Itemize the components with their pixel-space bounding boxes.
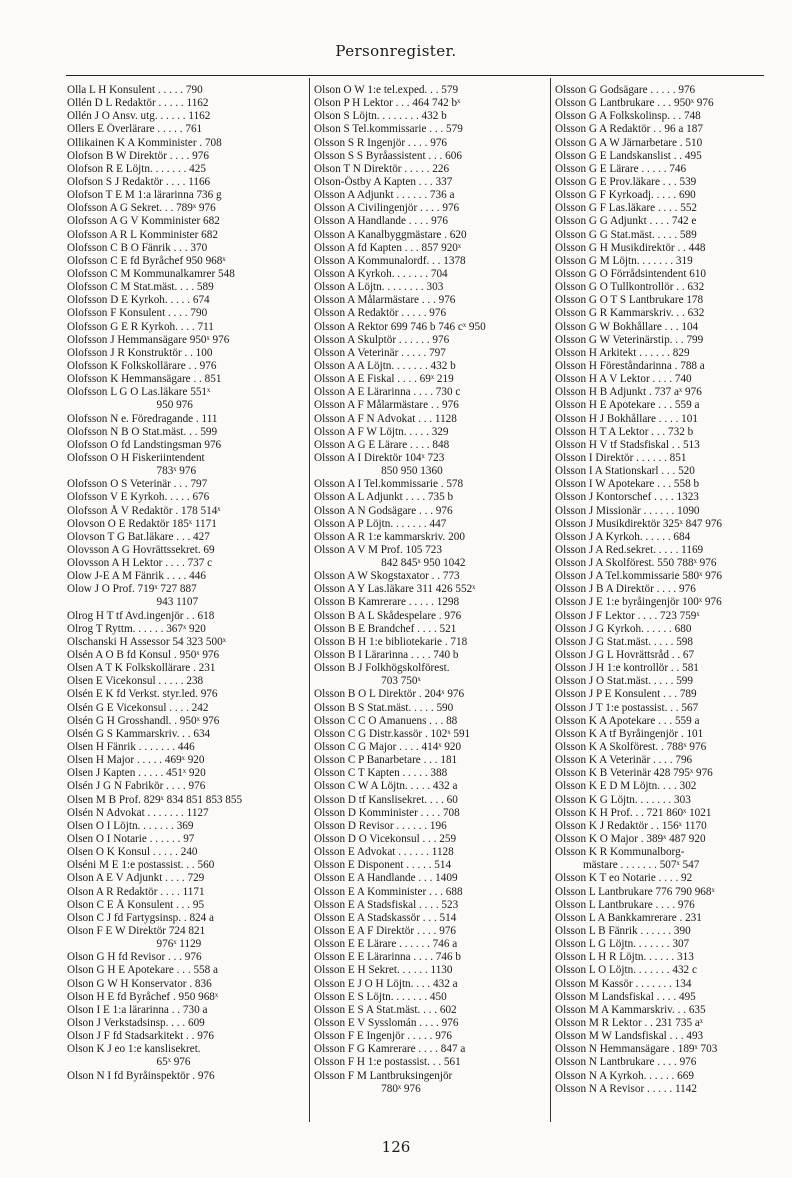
register-entry: Olsson J Kontorschef . . . . 1323: [555, 491, 699, 504]
register-entry: Olsson A R 1:e kammarskriv. 200: [314, 530, 465, 543]
register-entry: Olsson J Musikdirektör 325ˣ 847 976: [555, 517, 723, 530]
register-entry: 842 845ˣ 950 1042: [314, 557, 466, 570]
register-entry: Olsson J Missionär . . . . . . 1090: [555, 504, 700, 517]
register-entry: Olsson C T Kapten . . . . . 388: [314, 767, 448, 780]
register-entry: Olsson D tf Kanslisekret. . . . 60: [314, 793, 458, 806]
register-entry: Olsson K E D M Löjtn. . . . 302: [555, 780, 697, 793]
register-entry: Olsson B O L Direktör . 204ˣ 976: [314, 688, 465, 701]
register-entry: Olofsson A G Sekret. . . 789ˣ 976: [67, 202, 216, 215]
register-entry: Olsson E S A Stat.mäst. . . . 602: [314, 1003, 457, 1016]
register-entry: Olow J O Prof. 719ˣ 727 887: [67, 583, 197, 596]
register-entry: Olsen H Fänrik . . . . . . . 446: [67, 741, 195, 754]
register-entry: Olsson J B A Direktör . . . . 976: [555, 583, 696, 596]
register-entry: Olson J F fd Stadsarkitekt . . 976: [67, 1030, 214, 1043]
register-entry: Olsson J A Tel.kommissarie 580ˣ 976: [555, 570, 722, 583]
register-entry: Olsson G O Förrådsintendent 610: [555, 267, 707, 280]
register-entry: Olsson C G Major . . . . 414ˣ 920: [314, 741, 462, 754]
register-entry: Olsson A Kyrkoh. . . . . . . 704: [314, 267, 448, 280]
register-column-1: [67, 84, 307, 1083]
register-entry: Olsson A W Skogstaxator . . 773: [314, 570, 460, 583]
register-entry: Olsson E S Löjtn. . . . . . . 450: [314, 990, 447, 1003]
register-entry: Olsson F G Kamrerare . . . . 847 a: [314, 1043, 466, 1056]
register-entry: Olsén A O B fd Konsul . 950ˣ 976: [67, 649, 220, 662]
register-entry: Olsson C C O Amanuens . . . 88: [314, 714, 458, 727]
register-entry: Olsson K A Veterinär . . . . 796: [555, 754, 693, 767]
register-entry: Olsson A V M Prof. 105 723: [314, 543, 442, 556]
register-entry: Olofson T E M 1:a lärarinna 736 g: [67, 189, 222, 202]
register-entry: Olsson K R Kommunalborg-: [555, 846, 685, 859]
register-entry: Olsson E Advokat . . . . . . 1128: [314, 846, 454, 859]
register-entry: Olsson K B Veterinär 428 795ˣ 976: [555, 767, 713, 780]
register-entry: Olson G H E Apotekare . . . 558 a: [67, 964, 219, 977]
register-entry: Olofsson N e. Föredragande . 111: [67, 412, 218, 425]
register-entry: Olofsson C M Kommunalkamrer 548: [67, 267, 235, 280]
register-entry: Olsson E A F Direktör . . . . 976: [314, 925, 457, 937]
register-entry: Olsson B S Stat.mäst. . . . . 590: [314, 701, 454, 714]
register-entry: Olla L H Konsulent . . . . . 790: [67, 84, 203, 96]
register-entry: Olsson A fd Kapten . . . 857 920ˣ: [314, 241, 462, 254]
register-entry: Olsson D Revisor . . . . . . 196: [314, 819, 447, 832]
register-entry: Olsson G E Prov.läkare . . . 539: [555, 175, 697, 188]
register-entry: Olsson B I Lärarinna . . . . 740 b: [314, 649, 459, 662]
register-entry: Olsson N A Kyrkoh. . . . . . 669: [555, 1069, 694, 1082]
register-entry: Olson P H Lektor . . . 464 742 bˣ: [314, 97, 461, 110]
register-entry: Olsson E J O H Löjtn. . . . 432 a: [314, 977, 458, 990]
register-entry: Olofsson G E R Kyrkoh. . . . 711: [67, 320, 214, 333]
register-entry: Olsson A G E Lärare . . . . 848: [314, 438, 450, 451]
register-entry: Olovsson A H Lektor . . . . 737 c: [67, 557, 213, 570]
register-entry: Olrog H T tf Avd.ingenjör . . 618: [67, 609, 215, 622]
register-entry: Olsson L O Löjtn. . . . . . . 432 c: [555, 964, 697, 977]
register-entry: Olsson G A W Järnarbetare . 510: [555, 136, 703, 149]
register-entry: Olson G H fd Revisor . . . 976: [67, 951, 202, 964]
register-entry: Olsson G W Bokhållare . . . 104: [555, 320, 699, 333]
register-entry: Olovsson A G Hovrättssekret. 69: [67, 543, 215, 556]
register-entry: Olsson G G Stat.mäst. . . . . 589: [555, 228, 697, 241]
register-entry: Olsson G O T S Lantbrukare 178: [555, 294, 704, 307]
register-entry: Olsson A Adjunkt . . . . . . 736 a: [314, 189, 455, 202]
register-entry: Olson I E 1:a lärarinna . . 730 a: [67, 1003, 208, 1016]
register-entry: Olsson J O Stat.mäst. . . . . 599: [555, 675, 693, 688]
register-entry: Olofsson C M Stat.mäst. . . . 589: [67, 281, 214, 294]
register-entry: Ollén J O Ansv. utg. . . . . . 1162: [67, 110, 211, 123]
register-entry: Olsson E A Komminister . . . 688: [314, 885, 463, 898]
register-entry: Olsson L A Bankkamrerare . 231: [555, 911, 702, 924]
register-entry: Olofsson A G V Komminister 682: [67, 215, 220, 228]
register-entry: Olsson D O Vicekonsul . . . 259: [314, 833, 457, 846]
register-entry: Olsson G Godsägare . . . . . 976: [555, 84, 696, 96]
register-entry: Olsson C W A Löjtn. . . . . 432 a: [314, 780, 458, 793]
register-entry: Olsson C G Distr.kassör . 102ˣ 591: [314, 727, 471, 740]
register-entry: Olson F E W Direktör 724 821: [67, 925, 206, 937]
register-entry: Olsson G E Lärare . . . . . 746: [555, 162, 687, 175]
register-entry: Olsson E V Sysslomán . . . . 976: [314, 1016, 459, 1029]
register-entry: 780ˣ 976: [314, 1082, 421, 1095]
register-entry: Olsson G H Musikdirektör . . 448: [555, 241, 706, 254]
register-entry: Olofson B W Direktör . . . . 976: [67, 149, 209, 162]
register-entry: Olson A R Redaktör . . . . 1171: [67, 885, 205, 898]
register-entry: Olovson T G Bat.läkare . . . 427: [67, 530, 210, 543]
register-entry: Olsson K T eo Notarie . . . . 92: [555, 872, 693, 885]
register-entry: Olsén G S Kammarskriv. . . 634: [67, 727, 211, 740]
register-entry: Olsson L B Fänrik . . . . . . 390: [555, 925, 691, 937]
register-entry: Olsson S R Ingenjör . . . . 976: [314, 136, 448, 149]
register-entry: Olsson A N Godsägare . . . 976: [314, 504, 453, 517]
register-entry: Olsén G E Vicekonsul . . . . 242: [67, 701, 209, 714]
register-entry: Ollikainen K A Komminister . 708: [67, 136, 222, 149]
column-divider: [309, 78, 310, 1122]
register-entry: Olsson J E 1:e byråingenjör 100ˣ 976: [555, 596, 722, 609]
register-entry: Olofsson F Konsulent . . . . 790: [67, 307, 208, 320]
register-entry: Olsson S S Byråassistent . . . 606: [314, 149, 462, 162]
register-entry: Olson K J eo 1:e kanslisekret.: [67, 1043, 201, 1056]
register-entry: 950 976: [67, 399, 193, 412]
register-entry: Olsson L Lantbrukare 776 790 968ˣ: [555, 885, 715, 898]
register-entry: Olow J-E A M Fänrik . . . . 446: [67, 570, 206, 583]
register-entry: Olsson J F Lektor . . . . 723 759ˣ: [555, 609, 700, 622]
register-entry: Olofsson C B O Fänrik . . . 370: [67, 241, 208, 254]
register-entry: Olsén G H Grosshandl. . 950ˣ 976: [67, 714, 220, 727]
register-entry: Olsson E A Stadskassör . . . 514: [314, 911, 457, 924]
register-entry: Olovson O E Redaktör 185ˣ 1171: [67, 517, 217, 530]
register-entry: Olofsson A R L Komminister 682: [67, 228, 218, 241]
header-rule: [66, 75, 764, 76]
register-entry: 976ˣ 1129: [67, 938, 202, 951]
register-entry: Olsson E Disponent . . . . . 514: [314, 859, 452, 872]
register-entry: Olsson M W Landsfiskal . . . 493: [555, 1030, 704, 1043]
register-entry: Olson S Löjtn. . . . . . . . 432 b: [314, 110, 447, 123]
register-entry: Olsson E E Lärarinna . . . . 746 b: [314, 951, 461, 964]
register-entry: Olson C E Å Konsulent . . . 95: [67, 898, 205, 911]
register-entry: Olsson N Lantbrukare . . . . 976: [555, 1056, 697, 1069]
register-entry: Olsson A Redaktör . . . . . 976: [314, 307, 447, 320]
register-entry: Olsson H Arkitekt . . . . . . 829: [555, 346, 690, 359]
register-entry: Olsson D Komminister . . . . 708: [314, 806, 460, 819]
register-entry: Olsson J G Kyrkoh. . . . . . 680: [555, 622, 692, 635]
register-entry: Olsson C P Banarbetare . . . 181: [314, 754, 458, 767]
register-entry: Olsson J A Red.sekret. . . . . 1169: [555, 543, 704, 556]
register-entry: Olsson G G Adjunkt . . . . 742 e: [555, 215, 697, 228]
register-entry: Olsson A Kanalbyggmästare . 620: [314, 228, 467, 241]
register-entry: Olsson A E Fiskal . . . . 69ˣ 219: [314, 373, 454, 386]
register-entry: Olsson G F Las.läkare . . . . 552: [555, 202, 698, 215]
register-entry: Olsson B H 1:e bibliotekarie . 718: [314, 635, 468, 648]
register-entry: Olsson A F Målarmästare . . 976: [314, 399, 459, 412]
register-entry: Olofson S J Redaktör . . . . 1166: [67, 175, 211, 188]
register-entry: Olsson K A Apotekare . . . 559 a: [555, 714, 700, 727]
register-entry: 65ˣ 976: [67, 1056, 191, 1069]
register-entry: Olsen O I Löjtn. . . . . . . 369: [67, 819, 194, 832]
page-number: 126: [381, 1138, 411, 1156]
register-entry: Olsson F E Ingenjör . . . . . 976: [314, 1030, 452, 1043]
register-entry: Olsson A Löjtn. . . . . . . . 303: [314, 281, 444, 294]
register-entry: Olsson F H 1:e postassist. . . 561: [314, 1056, 461, 1069]
register-entry: Olsson M R Lektor . . 231 735 aˣ: [555, 1016, 704, 1029]
register-entry: Olsson J G Stat.mäst. . . . . 598: [555, 635, 693, 648]
register-entry: Olofsson O S Veterinär . . . 797: [67, 478, 208, 491]
register-entry: Olsson H V tf Stadsfiskal . . 513: [555, 438, 700, 451]
column-divider: [550, 78, 551, 1122]
register-entry: Olsson G O Tullkontrollör . . 632: [555, 281, 705, 294]
register-entry: Olsson I W Apotekare . . . 558 b: [555, 478, 700, 491]
register-entry: 943 1107: [67, 596, 199, 609]
register-entry: Olsson G W Veterinärstip. . . 799: [555, 333, 704, 346]
register-entry: Olsson G A Folkskolinsp. . . 748: [555, 110, 701, 123]
register-entry: Olsson L G Löjtn. . . . . . . 307: [555, 938, 690, 951]
register-entry: Olsson A Skulptör . . . . . . 976: [314, 333, 450, 346]
register-entry: 783ˣ 976: [67, 465, 197, 478]
register-entry: Olson S Tel.kommissarie . . . 579: [314, 123, 463, 136]
register-entry: Olsson B J Folkhögskolförest.: [314, 662, 450, 675]
register-entry: Olofsson V E Kyrkoh. . . . . 676: [67, 491, 210, 504]
register-entry: Olsén J G N Fabrikör . . . . 976: [67, 780, 206, 793]
register-entry: Olsson E H Sekret. . . . . . 1130: [314, 964, 453, 977]
register-entry: Olsson K J Redaktör . . 156ˣ 1170: [555, 819, 707, 832]
register-entry: Olsson E A Stadsfiskal . . . . 523: [314, 898, 459, 911]
register-entry: Olsson M Landsfiskal . . . . 495: [555, 990, 696, 1003]
register-entry: Olsen E Vicekonsul . . . . . 238: [67, 675, 204, 688]
register-entry: Olsson H J Bokhållare . . . . 101: [555, 412, 698, 425]
register-entry: Olsson E E Lärare . . . . . . 746 a: [314, 938, 458, 951]
register-entry: Olsson J T 1:e postassist. . . 567: [555, 701, 699, 714]
register-column-3: [555, 84, 788, 1096]
register-entry: Olsson J G L Hovrättsråd . . 67: [555, 649, 695, 662]
register-entry: Olséni M E 1:e postassist. . . 560: [67, 859, 215, 872]
register-entry: Olofsson O fd Landstingsman 976: [67, 438, 222, 451]
register-entry: Olsson A L Adjunkt . . . . 735 b: [314, 491, 454, 504]
register-entry: Olson C J fd Fartygsinsp. . 824 a: [67, 911, 214, 924]
register-entry: Olofson R E Löjtn. . . . . . . 425: [67, 162, 206, 175]
register-entry: Olofsson C E fd Byråchef 950 968ˣ: [67, 254, 226, 267]
register-entry: Olschanski H Assessor 54 323 500ˣ: [67, 635, 226, 648]
register-entry: Olsson I Direktör . . . . . . 851: [555, 451, 687, 464]
register-entry: Olofsson D E Kyrkoh. . . . . 674: [67, 294, 210, 307]
register-entry: Olsson J A Skolförest. 550 788ˣ 976: [555, 557, 717, 570]
register-entry: Olsen A T K Folkskollärare . 231: [67, 662, 216, 675]
register-entry: Olofsson J R Konstruktör . . 100: [67, 346, 213, 359]
register-entry: 703 750ˣ: [314, 675, 421, 688]
register-entry: Olsson A A Löjtn. . . . . . . 432 b: [314, 359, 456, 372]
register-entry: Olsson J A Kyrkoh. . . . . . 684: [555, 530, 691, 543]
register-entry: Olofsson L G O Las.läkare 551ˣ: [67, 386, 211, 399]
register-entry: Olsson G E Landskanslist . . 495: [555, 149, 702, 162]
register-entry: Olsson H B Adjunkt . 737 aˣ 976: [555, 386, 702, 399]
register-entry: Olrog T Ryttm. . . . . . 367ˣ 920: [67, 622, 206, 635]
register-entry: Olsson N A Revisor . . . . . 1142: [555, 1082, 697, 1095]
register-entry: Olsson B A L Skådespelare . 976: [314, 609, 462, 622]
register-entry: Olsson H T A Lektor . . . 732 b: [555, 425, 694, 438]
register-entry: 850 950 1360: [314, 465, 443, 478]
register-entry: Olsson I A Stationskarl . . . 520: [555, 465, 695, 478]
register-entry: Olson G W H Konservator . 836: [67, 977, 212, 990]
register-entry: Olsson J P E Konsulent . . . 789: [555, 688, 697, 701]
register-entry: Olsson K G Löjtn. . . . . . . 303: [555, 793, 691, 806]
register-entry: Olson A E V Adjunkt . . . . 729: [67, 872, 205, 885]
register-entry: Olsson N Hemmansägare . 189ˣ 703: [555, 1043, 718, 1056]
register-entry: Olsson A P Löjtn. . . . . . . 447: [314, 517, 447, 530]
register-entry: Olofsson Å V Redaktör . 178 514ˣ: [67, 504, 221, 517]
register-entry: Olsson H E Apotekare . . . 559 a: [555, 399, 700, 412]
register-entry: Olson H E fd Byråchef . 950 968ˣ: [67, 990, 219, 1003]
register-entry: Olsson L H R Löjtn. . . . . . 313: [555, 951, 694, 964]
register-entry: Olsen J Kapten . . . . . 451ˣ 920: [67, 767, 206, 780]
register-entry: Olsson G F Kyrkoadj. . . . . 690: [555, 189, 696, 202]
register-entry: Olsson M Kassör . . . . . . . 134: [555, 977, 692, 990]
register-entry: Olson O W 1:e tel.exped. . . 579: [314, 84, 459, 96]
register-entry: Olsson A E Lärarinna . . . . 730 c: [314, 386, 461, 399]
register-entry: Olsson A I Direktör 104ˣ 723: [314, 451, 445, 464]
register-entry: Olsson G R Kammarskriv. . . 632: [555, 307, 705, 320]
register-entry: Olofsson K Folkskollärare . . 976: [67, 359, 217, 372]
register-entry: Olsson G M Löjtn. . . . . . . 319: [555, 254, 693, 267]
register-entry: Olson N I fd Byråinspektör . 976: [67, 1069, 215, 1082]
register-entry: Olson T N Direktör . . . . . 226: [314, 162, 450, 175]
register-entry: Olson J Verkstadsinsp. . . . 609: [67, 1016, 205, 1029]
register-entry: Olsson K A tf Byråingenjör . 101: [555, 727, 704, 740]
register-entry: Olsson G A Redaktör . . 96 a 187: [555, 123, 703, 136]
register-entry: Olsen O I Notarie . . . . . . 97: [67, 833, 195, 846]
register-entry: Olsson A Kommunalordf. . . 1378: [314, 254, 466, 267]
register-entry: Olofsson N B O Stat.mäst. . . 599: [67, 425, 218, 438]
register-entry: Olsson A Handlande . . . . 976: [314, 215, 448, 228]
register-entry: Ollers E Överlärare . . . . . 761: [67, 123, 203, 136]
register-entry: Olsson K A Skolförest. . 788ˣ 976: [555, 741, 707, 754]
register-entry: Olson-Östby A Kapten . . . 337: [314, 175, 453, 188]
register-entry: Olsson E A Handlande . . . 1409: [314, 872, 458, 885]
register-entry: Olsen O K Konsul . . . . . 240: [67, 846, 198, 859]
register-entry: Olsson A Y Las.läkare 311 426 552ˣ: [314, 583, 476, 596]
register-entry: Olsson A F W Löjtn. . . . . 329: [314, 425, 449, 438]
register-entry: Olsson A Målarmästare . . . 976: [314, 294, 456, 307]
register-entry: Olofsson K Hemmansägare . . 851: [67, 373, 222, 386]
register-entry: Olsson F M Lantbruksingenjör: [314, 1069, 453, 1082]
register-entry: Ollén D L Redaktör . . . . . 1162: [67, 97, 209, 110]
register-entry: Olsson K O Major . 389ˣ 487 920: [555, 833, 706, 846]
register-entry: Olsson B Kamrerare . . . . . 1298: [314, 596, 460, 609]
register-entry: mästare . . . . . . . 507ˣ 547: [555, 859, 700, 872]
page-title: Personregister.: [335, 42, 457, 60]
register-entry: Olsson H Föreståndarinna . 788 a: [555, 359, 705, 372]
register-entry: Olsen H Major . . . . . 469ˣ 920: [67, 754, 205, 767]
register-entry: Olsen M B Prof. 829ˣ 834 851 853 855: [67, 793, 243, 806]
register-entry: Olsson A F N Advokat . . . 1128: [314, 412, 457, 425]
register-entry: Olsson A Veterinär . . . . . 797: [314, 346, 446, 359]
register-entry: Olofsson J Hemmansägare 950ˣ 976: [67, 333, 230, 346]
register-entry: Olsson G Lantbrukare . . . 950ˣ 976: [555, 97, 714, 110]
register-entry: Olofsson O H Fiskeriintendent: [67, 451, 205, 464]
register-entry: Olsén E K fd Verkst. styr.led. 976: [67, 688, 218, 701]
register-entry: Olsson M A Kammarskriv. . . 635: [555, 1003, 706, 1016]
register-entry: Olsson K H Prof. . . 721 860ˣ 1021: [555, 806, 712, 819]
register-entry: Olsson A Rektor 699 746 b 746 cˣ 950: [314, 320, 486, 333]
register-entry: Olsson L Lantbrukare . . . . 976: [555, 898, 695, 911]
register-entry: Olsén N Advokat . . . . . . . 1127: [67, 806, 209, 819]
register-entry: Olsson H A V Lektor . . . . 740: [555, 373, 692, 386]
register-entry: Olsson B E Brandchef . . . . 521: [314, 622, 457, 635]
register-entry: Olsson J H 1:e kontrollör . . 581: [555, 662, 699, 675]
register-entry: Olsson A I Tel.kommissarie . 578: [314, 478, 464, 491]
register-column-2: [314, 84, 546, 1096]
register-entry: Olsson A Civilingenjör . . . . 976: [314, 202, 460, 215]
